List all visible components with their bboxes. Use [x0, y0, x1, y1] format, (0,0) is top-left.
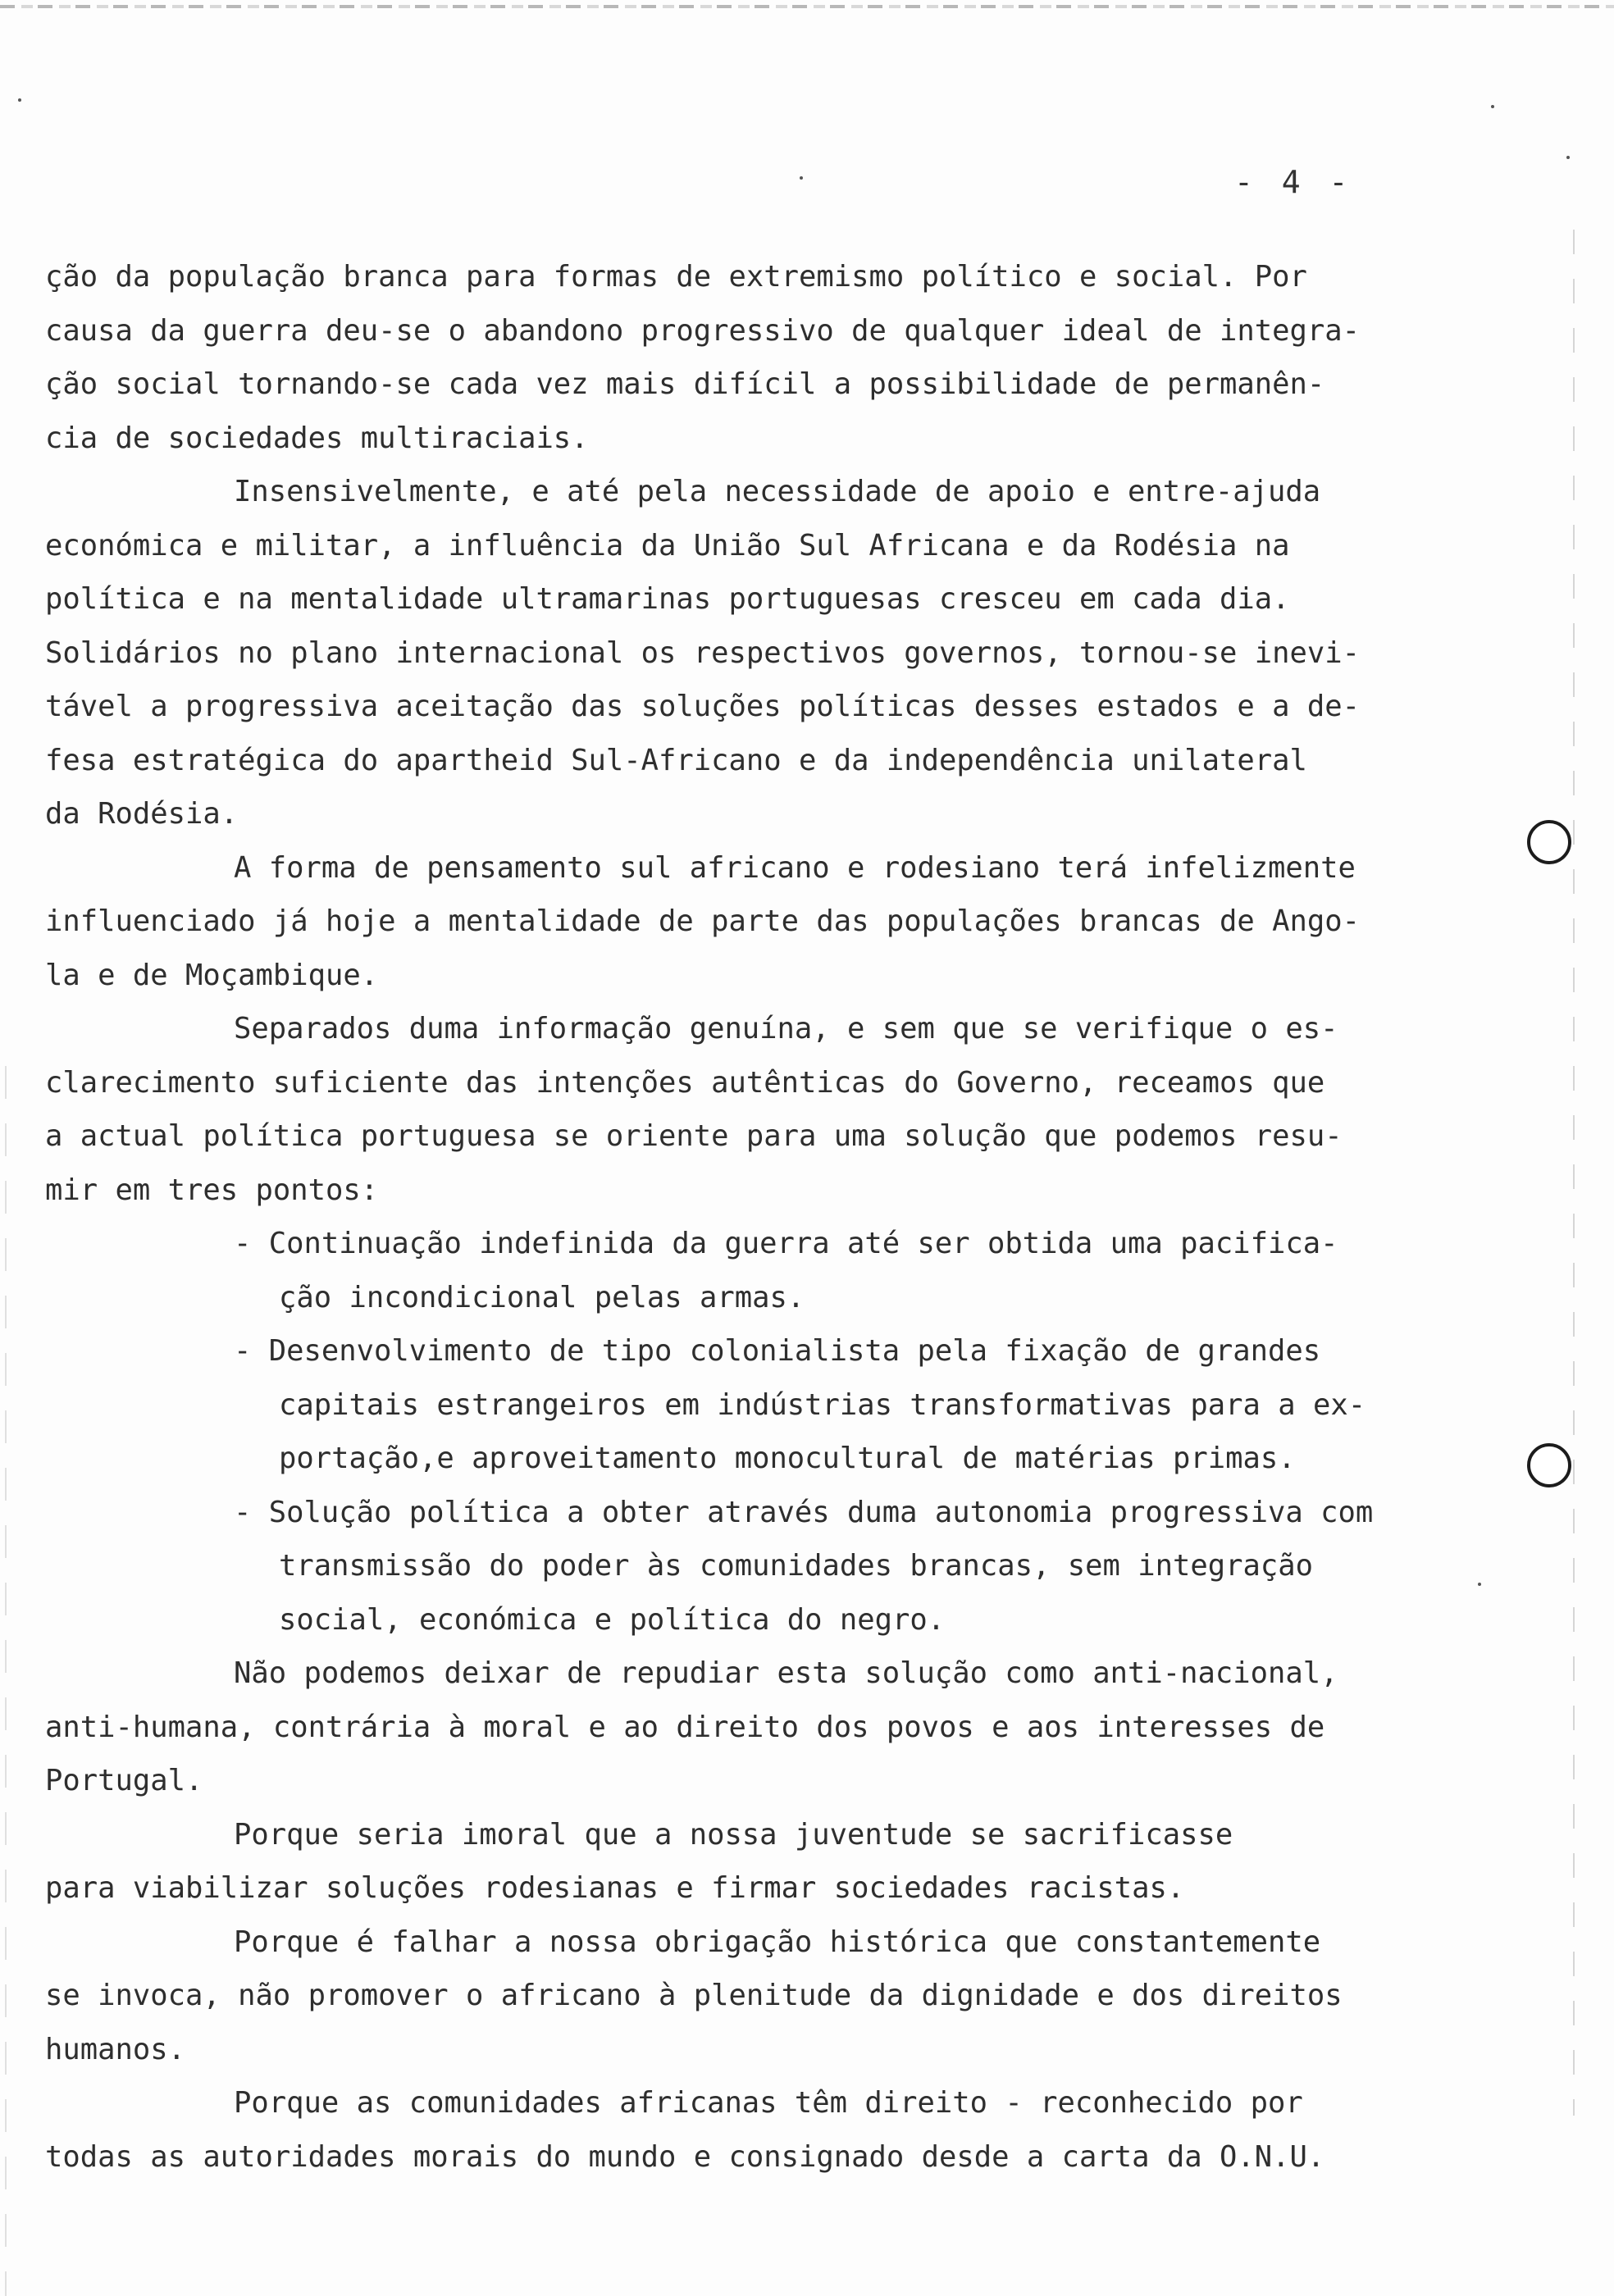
- text-line: Portugal.: [45, 1764, 203, 1797]
- text-line: influenciado já hoje a mentalidade de parte das populações brancas de Ango-: [45, 904, 1360, 938]
- text-line: tável a progressiva aceitação das soluções políticas desses estados e a de-: [45, 690, 1360, 723]
- scan-speck: [18, 98, 21, 102]
- text-line: Solidários no plano internacional os respectivos governos, tornou-se inevi-: [45, 636, 1360, 670]
- text-line: humanos.: [45, 2032, 185, 2066]
- text-line: ção social tornando-se cada vez mais difícil a possibilidade de permanên-: [45, 367, 1325, 401]
- bullet-continuation: transmissão do poder às comunidades brancas, sem integração: [279, 1549, 1313, 1583]
- page-number: - 4 -: [1234, 164, 1353, 200]
- paragraph-first-line: Não podemos deixar de repudiar esta solução como anti-nacional,: [234, 1656, 1338, 1690]
- text-line: económica e militar, a influência da União Sul Africana e da Rodésia na: [45, 528, 1290, 563]
- body-text: [45, 250, 1521, 2184]
- text-line: a actual política portuguesa se oriente para uma solução que podemos resu-: [45, 1119, 1343, 1153]
- paragraph-first-line: Porque seria imoral que a nossa juventude se sacrificasse: [234, 1817, 1233, 1852]
- bullet-continuation: social, económica e política do negro.: [279, 1602, 946, 1637]
- bullet-continuation: ção incondicional pelas armas.: [279, 1280, 805, 1314]
- scan-speck: [1478, 1583, 1481, 1586]
- text-line: mir em tres pontos:: [45, 1173, 379, 1207]
- text-line: para viabilizar soluções rodesianas e firmar sociedades racistas.: [45, 1871, 1185, 1905]
- text-line: causa da guerra deu-se o abandono progressivo de qualquer ideal de integra-: [45, 313, 1360, 348]
- paragraph-first-line: A forma de pensamento sul africano e rodesiano terá infelizmente: [234, 850, 1356, 885]
- bullet-item: - Solução política a obter através duma autonomia progressiva com: [234, 1495, 1374, 1529]
- scan-speck: [1491, 105, 1494, 108]
- scan-left-edge: [5, 1066, 7, 2296]
- text-line: clarecimento suficiente das intenções autênticas do Governo, receamos que: [45, 1065, 1325, 1100]
- text-line: fesa estratégica do apartheid Sul-Africano e da independência unilateral: [45, 743, 1307, 777]
- scan-top-edge: [0, 5, 1614, 8]
- text-line: cia de sociedades multiraciais.: [45, 421, 589, 455]
- scan-speck: [1566, 156, 1570, 159]
- punch-hole-icon: [1527, 1443, 1571, 1487]
- paragraph-first-line: Porque as comunidades africanas têm direito - reconhecido por: [234, 2086, 1303, 2120]
- text-line: política e na mentalidade ultramarinas portuguesas cresceu em cada dia.: [45, 582, 1290, 616]
- paragraph-first-line: Separados duma informação genuína, e sem que se verifique o es-: [234, 1012, 1338, 1046]
- scan-right-edge: [1573, 230, 1575, 2116]
- text-line: todas as autoridades morais do mundo e consignado desde a carta da O.N.U.: [45, 2139, 1325, 2174]
- text-line: se invoca, não promover o africano à plenitude da dignidade e dos direitos: [45, 1979, 1343, 2012]
- text-line: anti-humana, contrária à moral e ao direito dos povos e aos interesses de: [45, 1710, 1325, 1744]
- paragraph-first-line: Insensivelmente, e até pela necessidade de apoio e entre-ajuda: [234, 475, 1321, 508]
- punch-hole-icon: [1527, 820, 1571, 864]
- scan-speck: [800, 176, 803, 180]
- paragraph-first-line: Porque é falhar a nossa obrigação histórica que constantemente: [234, 1925, 1321, 1959]
- text-line: la e de Moçambique.: [45, 958, 379, 992]
- text-line: ção da população branca para formas de extremismo político e social. Por: [45, 260, 1307, 294]
- bullet-continuation: capitais estrangeiros em indústrias transformativas para a ex-: [279, 1387, 1366, 1422]
- bullet-continuation: portação,e aproveitamento monocultural de matérias primas.: [279, 1442, 1296, 1475]
- bullet-item: - Desenvolvimento de tipo colonialista pela fixação de grandes: [234, 1334, 1321, 1368]
- bullet-item: - Continuação indefinida da guerra até ser obtida uma pacifica-: [234, 1227, 1338, 1260]
- text-line: da Rodésia.: [45, 797, 239, 831]
